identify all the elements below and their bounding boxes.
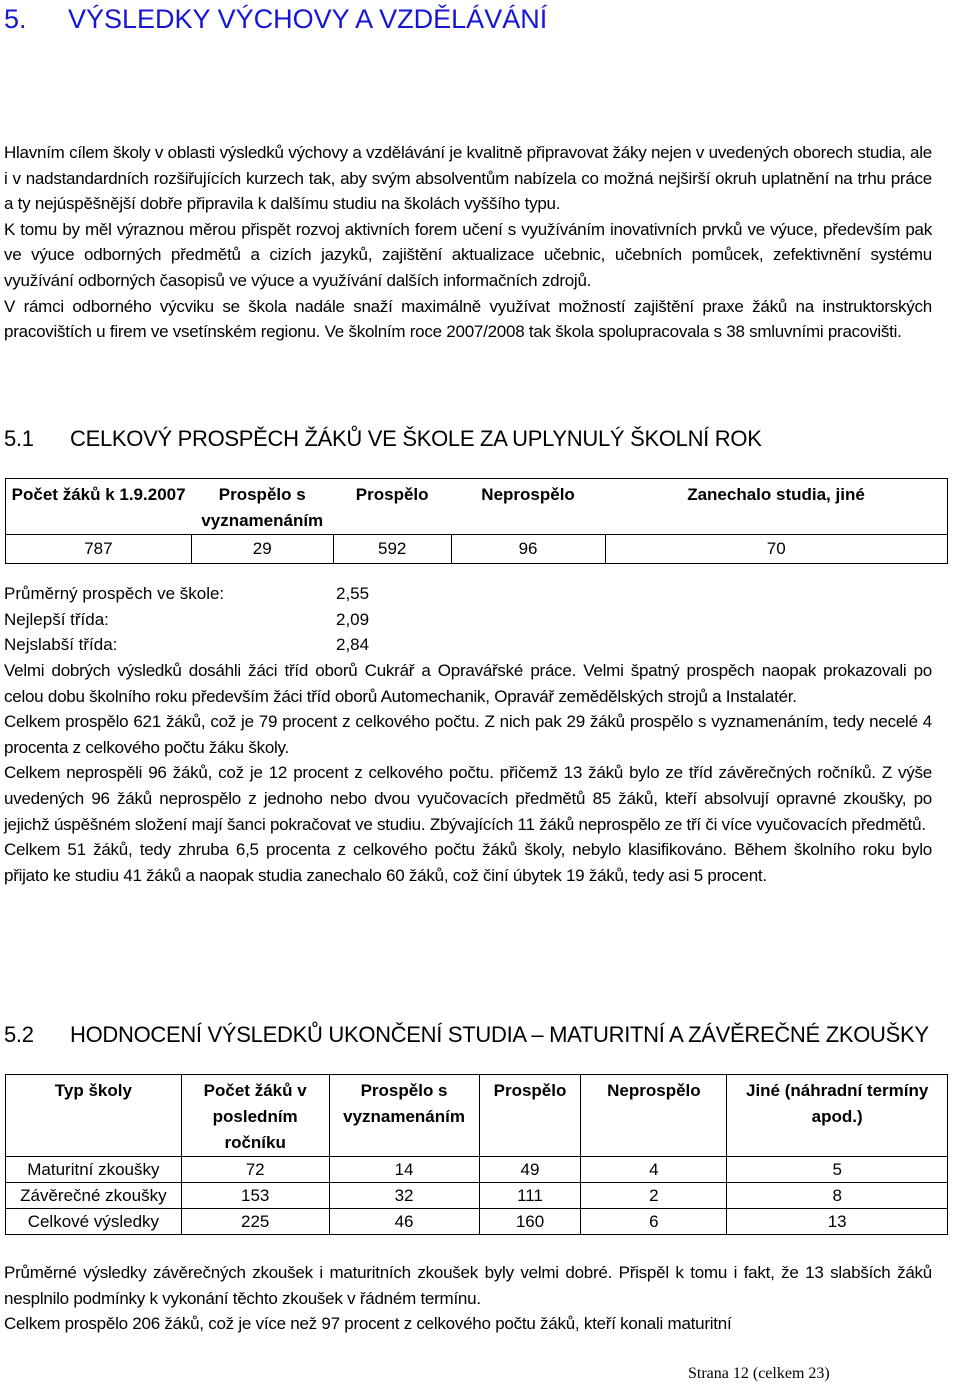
- section-5-2-title: HODNOCENÍ VÝSLEDKŮ UKONČENÍ STUDIA – MATURITNÍ A ZÁVĚREČNÉ ZKOUŠKY: [70, 1022, 929, 1047]
- results-paragraph: Celkem neprospěli 96 žáků, což je 12 procent z celkového počtu. přičemž 13 žáků bylo ze tříd závěrečných ročníků. Z výše uvedených 96 žáků neprospělo z jednoho nebo dvou vyučovacích předmětů 85 žáků, kteří absolvují opravné zkoušky, po jejichž úspěšném složení mají šanci pokračovat ve studiu. Zbývajících 11 žáků neprospělo ze tří či více vyučovacích předmětů.: [4, 763, 932, 834]
- section-5-2-heading: [4, 1021, 929, 1049]
- table-row: [6, 1209, 948, 1235]
- cell-other: 5: [727, 1157, 948, 1183]
- cell-other: 8: [727, 1183, 948, 1209]
- value-failed: 96: [451, 535, 605, 564]
- intro-text: [4, 140, 932, 345]
- overall-results-data-row: [6, 535, 948, 564]
- stat-row: [4, 632, 369, 658]
- exam-paragraph: Průměrné výsledky závěrečných zkoušek i maturitních zkoušek byly velmi dobré. Přispěl k tomu i fakt, že 13 slabších žáků nesplnilo podmínky k vykonání těchto zkoušek v řádném termínu.: [4, 1263, 932, 1308]
- header-school-type: Typ školy: [6, 1075, 182, 1157]
- table-row: [6, 1183, 948, 1209]
- cell-failed: 6: [581, 1209, 727, 1235]
- header-passed-with-honors: Prospělo s vyznamenáním: [191, 479, 333, 535]
- cell-passed-with-honors: 46: [329, 1209, 479, 1235]
- cell-passed-with-honors: 14: [329, 1157, 479, 1183]
- cell-failed: 4: [581, 1157, 727, 1183]
- page-number: Strana 12 (celkem 23): [688, 1365, 830, 1382]
- stat-row: [4, 607, 369, 633]
- final-exams-table: [5, 1074, 948, 1235]
- stat-value: 2,55: [336, 584, 370, 603]
- stat-value: 2,84: [336, 635, 370, 655]
- intro-paragraph-2: K tomu by měl výraznou měrou přispět rozvoj aktivních forem učení s využíváním inovativních prvků ve výuce, především pak ve výuce odborných předmětů a cizích jazyků, zajištění aktualizace učebnic, učebních pomůcek, zefektivnění systému využívání odborných časopisů ve výuce a využívání dalších informačních zdrojů.: [4, 219, 932, 290]
- cell-failed: 2: [581, 1183, 727, 1209]
- stat-value: 2,09: [336, 609, 370, 629]
- section-5-1-title: CELKOVÝ PROSPĚCH ŽÁKŮ VE ŠKOLE ZA UPLYNULÝ ŠKOLNÍ ROK: [70, 426, 762, 451]
- overall-results-header-row: [6, 479, 948, 535]
- cell-school-type: Závěrečné zkoušky: [6, 1183, 182, 1209]
- value-passed-with-honors: 29: [191, 535, 333, 564]
- value-passed: 592: [333, 535, 451, 564]
- value-pupil-count: 787: [6, 535, 192, 564]
- header-passed: Prospělo: [333, 479, 451, 535]
- table-row: [6, 1157, 948, 1183]
- cell-last-year-pupils: 225: [181, 1209, 329, 1235]
- header-failed: Neprospělo: [581, 1075, 727, 1157]
- chapter-number: 5.: [4, 4, 27, 34]
- results-paragraph: Velmi dobrých výsledků dosáhli žáci tříd oborů Cukrář a Opravářské práce. Velmi špatný prospěch naopak prokazovali po celou dobu školního roku především žáci tříd oborů Automechanik, Opravář zemědělských strojů a Instalatér.: [4, 661, 932, 706]
- final-exams-header-row: [6, 1075, 948, 1157]
- overall-results-table: [5, 478, 948, 564]
- cell-last-year-pupils: 72: [181, 1157, 329, 1183]
- header-pupil-count: Počet žáků k 1.9.2007: [6, 479, 192, 535]
- header-last-year-pupils: Počet žáků v posledním ročníku: [181, 1075, 329, 1157]
- cell-school-type: Maturitní zkoušky: [6, 1157, 182, 1183]
- results-paragraph: Celkem 51 žáků, tedy zhruba 6,5 procenta z celkového počtu žáků školy, nebylo klasifikováno. Během školního roku bylo přijato ke studiu 41 žáků a naopak studia zanechalo 60 žáků, což činí úbytek 19 žáků, tedy asi 5 procent.: [4, 840, 932, 885]
- cell-school-type: Celkové výsledky: [6, 1209, 182, 1235]
- intro-paragraph-1: Hlavním cílem školy v oblasti výsledků výchovy a vzdělávání je kvalitně připravovat žáky nejen v uvedených oborech studia, ale i v nadstandardních rozšiřujících kurzech tak, aby svým absolventům nabízela co možná nejširší okruh uplatnění na trhu práce a ty nejúspěšnější dobře připravila k dalšímu studiu na školách vyššího typu.: [4, 143, 932, 214]
- cell-other: 13: [727, 1209, 948, 1235]
- cell-passed: 49: [479, 1157, 581, 1183]
- section-5-1-number: 5.1: [4, 426, 34, 451]
- stat-label: Průměrný prospěch ve škole:: [4, 584, 225, 603]
- stat-label: Nejlepší třída:: [4, 609, 109, 629]
- exam-paragraph: Celkem prospělo 206 žáků, což je více než 97 procent z celkového počtu žáků, kteří konali maturitní: [4, 1314, 732, 1334]
- stat-label: Nejslabší třída:: [4, 635, 118, 655]
- section-5-1-heading: [4, 425, 762, 453]
- section-5-2-number: 5.2: [4, 1022, 34, 1047]
- header-passed: Prospělo: [479, 1075, 581, 1157]
- intro-paragraph-3: V rámci odborného výcviku se škola nadále snaží maximálně využívat možností zajištění praxe žáků na instruktorských pracovištích u firem ve vsetínském regionu. Ve školním roce 2007/2008 tak škola spolupracovala s 38 smluvními pracovišti.: [4, 296, 932, 342]
- header-other: Jiné (náhradní termíny apod.): [727, 1075, 948, 1157]
- cell-passed-with-honors: 32: [329, 1183, 479, 1209]
- section-5-2-text: [4, 1260, 932, 1337]
- value-left-studies: 70: [605, 535, 948, 564]
- cell-passed: 160: [479, 1209, 581, 1235]
- results-paragraph: Celkem prospělo 621 žáků, což je 79 procent z celkového počtu. Z nich pak 29 žáků prospělo s vyznamenáním, tedy necelé 4 procenta z celkového počtu žáku školy.: [4, 712, 932, 757]
- header-left-studies: Zanechalo studia, jiné: [605, 479, 948, 535]
- section-5-1-text: [4, 658, 932, 888]
- chapter-title: VÝSLEDKY VÝCHOVY A VZDĚLÁVÁNÍ: [68, 4, 548, 34]
- cell-passed: 111: [479, 1183, 581, 1209]
- grade-statistics: [4, 581, 369, 658]
- header-failed: Neprospělo: [451, 479, 605, 535]
- chapter-heading: [4, 2, 547, 36]
- header-passed-with-honors: Prospělo s vyznamenáním: [329, 1075, 479, 1157]
- cell-last-year-pupils: 153: [181, 1183, 329, 1209]
- stat-row: [4, 581, 369, 607]
